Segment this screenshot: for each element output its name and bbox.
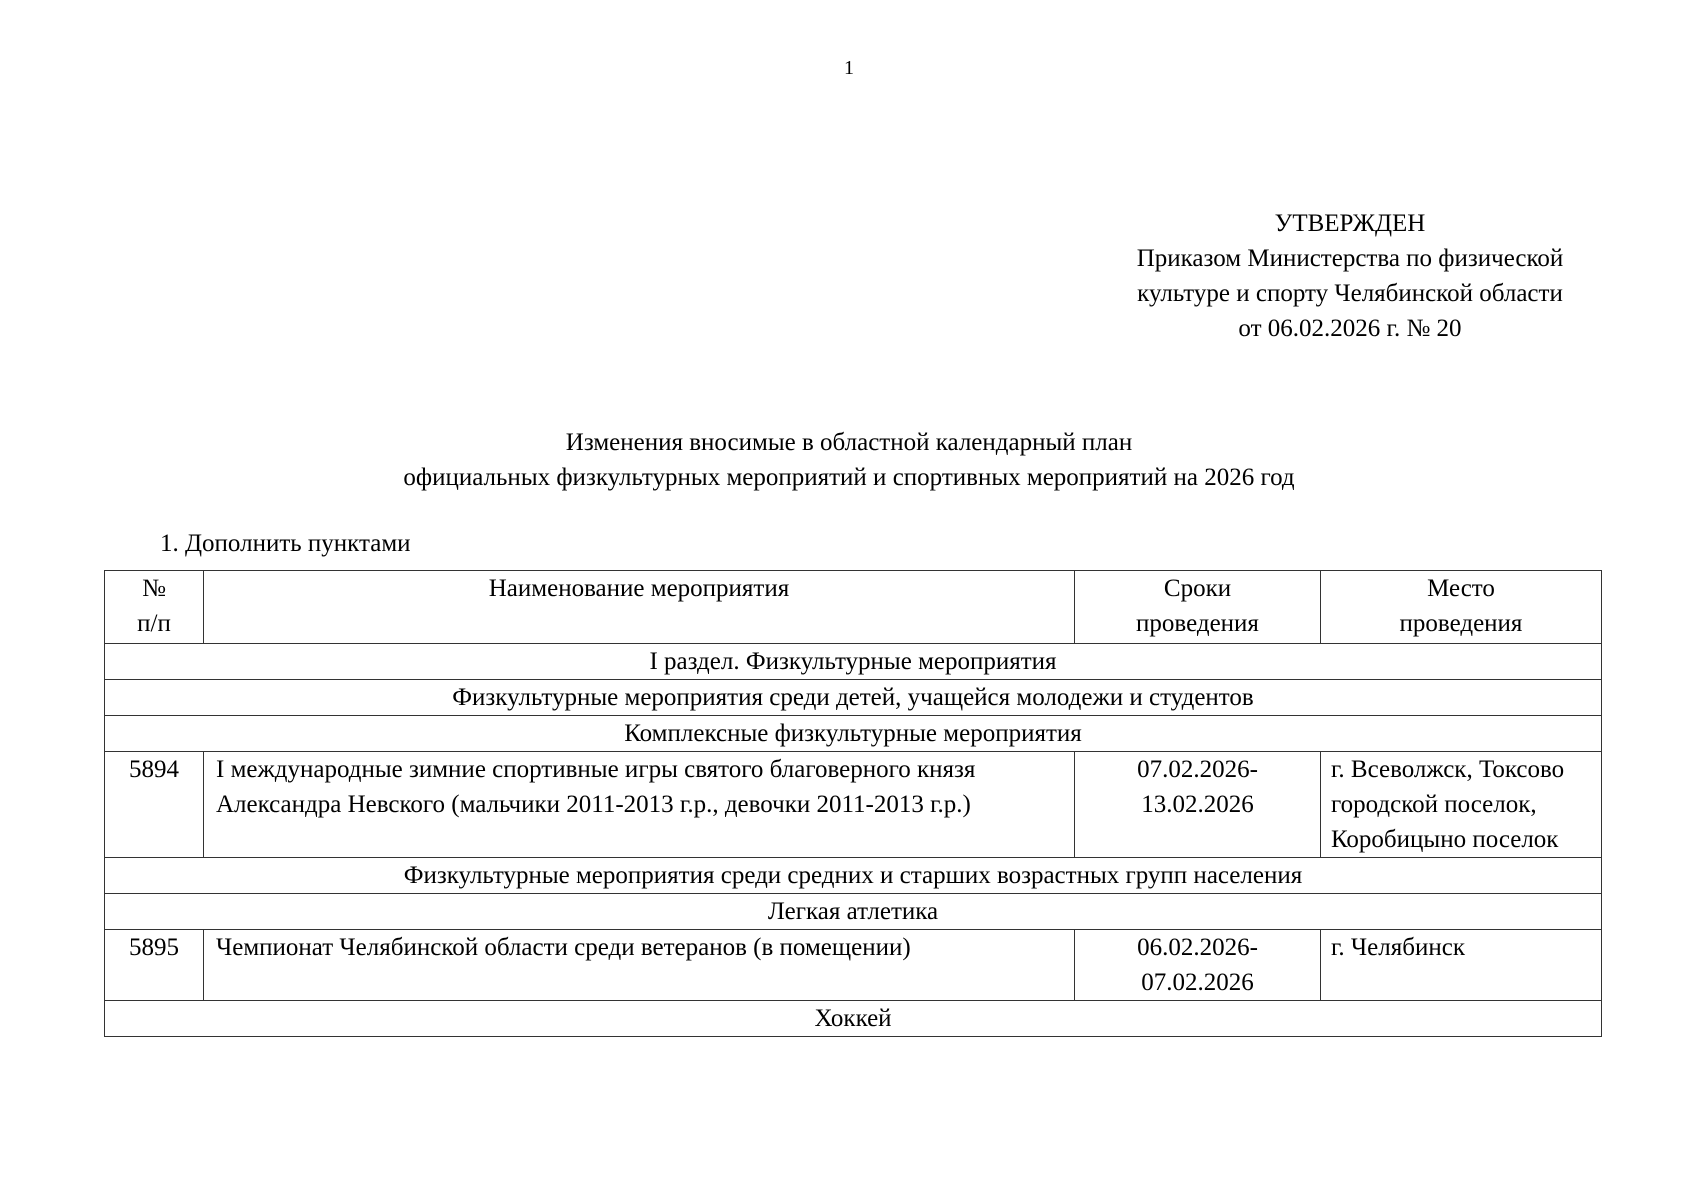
approval-line: культуре и спорту Челябинской области xyxy=(1137,280,1563,307)
events-table xyxy=(104,570,1602,1037)
section-row xyxy=(105,644,1602,680)
header-num: № п/п xyxy=(105,571,204,644)
header-dates: Сроки проведения xyxy=(1075,571,1321,644)
event-dates: 07.02.2026- 13.02.2026 xyxy=(1075,752,1321,858)
header-name: Наименование мероприятия xyxy=(204,571,1075,644)
category-heading: Комплексные физкультурные мероприятия xyxy=(105,716,1602,752)
event-name: Чемпионат Челябинской области среди ветеранов (в помещении) xyxy=(204,930,1075,1001)
section-heading: I раздел. Физкультурные мероприятия xyxy=(105,644,1602,680)
event-dates: 06.02.2026- 07.02.2026 xyxy=(1075,930,1321,1001)
document-title xyxy=(100,425,1598,495)
event-place: г. Всеволжск, Токсово городской поселок, Коробицыно поселок xyxy=(1321,752,1602,858)
category-row xyxy=(105,1001,1602,1037)
page-number: 1 xyxy=(844,57,854,79)
table-row xyxy=(105,930,1602,1001)
subsection-row xyxy=(105,680,1602,716)
title-line: Изменения вносимые в областной календарный план xyxy=(565,429,1133,456)
event-place: г. Челябинск xyxy=(1321,930,1602,1001)
row-number: 5895 xyxy=(105,930,204,1001)
subsection-row xyxy=(105,858,1602,894)
title-line: официальных физкультурных мероприятий и спортивных мероприятий на 2026 год xyxy=(403,464,1295,491)
category-row xyxy=(105,716,1602,752)
category-heading: Хоккей xyxy=(105,1001,1602,1037)
row-number: 5894 xyxy=(105,752,204,858)
approval-block xyxy=(1100,206,1600,346)
subsection-heading: Физкультурные мероприятия среди детей, учащейся молодежи и студентов xyxy=(105,680,1602,716)
instruction-text: 1. Дополнить пунктами xyxy=(160,530,411,557)
subsection-heading: Физкультурные мероприятия среди средних и старших возрастных групп населения xyxy=(105,858,1602,894)
table-row xyxy=(105,752,1602,858)
approval-date: от 06.02.2026 г. № 20 xyxy=(1238,315,1462,342)
event-name: I международные зимние спортивные игры святого благоверного князя Александра Невского (мальчики 2011-2013 г.р., девочки 2011-2013 г.р.) xyxy=(204,752,1075,858)
table-header-row xyxy=(105,571,1602,644)
category-heading: Легкая атлетика xyxy=(105,894,1602,930)
header-place: Место проведения xyxy=(1321,571,1602,644)
category-row xyxy=(105,894,1602,930)
approval-title: УТВЕРЖДЕН xyxy=(1274,210,1426,237)
approval-line: Приказом Министерства по физической xyxy=(1136,245,1564,272)
